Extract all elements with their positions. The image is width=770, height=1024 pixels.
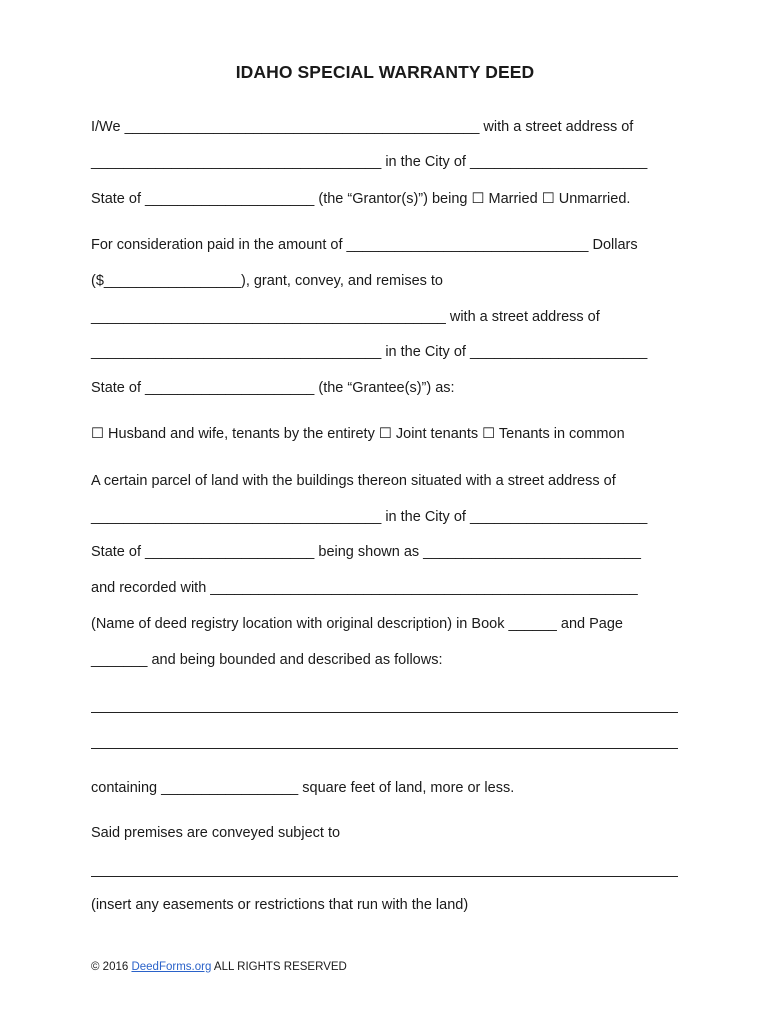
parcel-city-line: ____________________________________ in the City of ______________________ [91, 509, 648, 525]
grantor-name-line: I/We ____________________________________________ with a street address of [91, 119, 634, 135]
consideration-line: For consideration paid in the amount of ______________________________ Dollars [91, 237, 638, 253]
grantee-name-line: ____________________________________________ with a street address of [91, 309, 600, 325]
document-title: IDAHO SPECIAL WARRANTY DEED [235, 62, 535, 82]
recorded-with-line: and recorded with _____________________________________________________ [91, 580, 638, 596]
footer-rights: ALL RIGHTS RESERVED [211, 961, 347, 973]
book-page-line: (Name of deed registry location with original description) in Book ______ and Page [91, 616, 623, 632]
grantee-state-line: State of _____________________ (the “Grantee(s)”) as: [91, 380, 455, 396]
grant-line: ($_________________), grant, convey, and remises to [91, 273, 444, 289]
tenancy-options-line: ☐ Husband and wife, tenants by the entirety ☐ Joint tenants ☐ Tenants in common [91, 426, 625, 442]
description-rule [91, 748, 678, 749]
bounded-described-line: _______ and being bounded and described as follows: [91, 652, 443, 668]
subject-to-line: Said premises are conveyed subject to [91, 825, 341, 841]
footer-copyright: © 2016 [91, 961, 132, 973]
footer [91, 961, 347, 973]
easements-note: (insert any easements or restrictions that run with the land) [91, 897, 469, 913]
grantor-state-line: State of _____________________ (the “Grantor(s)”) being ☐ Married ☐ Unmarried. [91, 191, 631, 207]
grantor-city-line: ____________________________________ in the City of ______________________ [91, 154, 648, 170]
grantee-city-line: ____________________________________ in the City of ______________________ [91, 344, 648, 360]
description-rule [91, 712, 678, 713]
deedforms-link[interactable]: DeedForms.org [131, 961, 212, 973]
square-feet-line: containing _________________ square feet of land, more or less. [91, 780, 515, 796]
parcel-intro-line: A certain parcel of land with the buildings thereon situated with a street address of [91, 473, 616, 489]
parcel-state-line: State of _____________________ being shown as ___________________________ [91, 544, 641, 560]
easements-rule [91, 876, 678, 877]
